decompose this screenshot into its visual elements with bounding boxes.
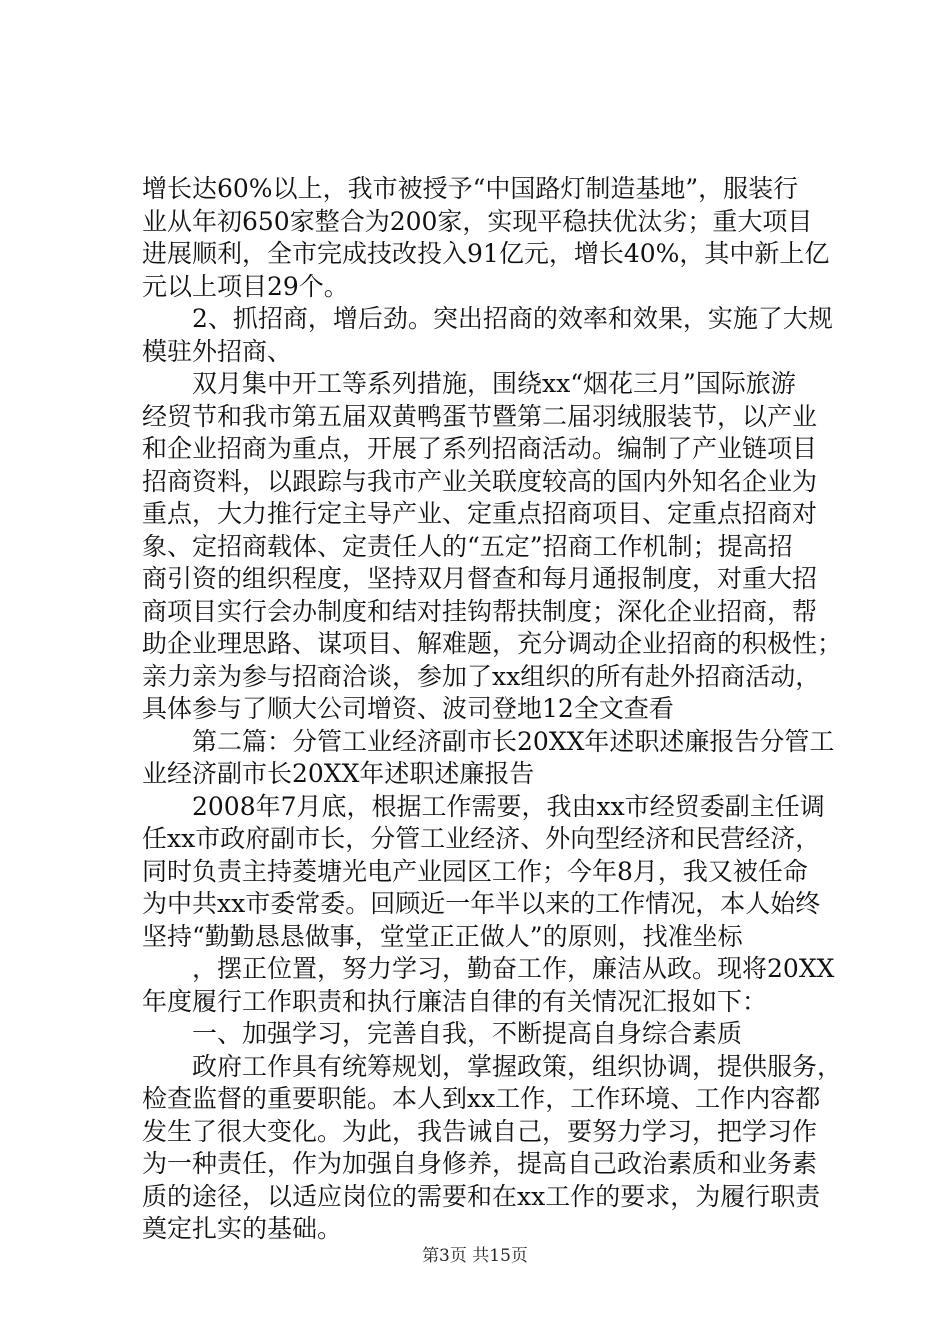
text-line: 亲力亲为参与招商洽谈，参加了xx组织的所有赴外招商活动， — [142, 661, 821, 691]
text-line: 年度履行工作职责和执行廉洁自律的有关情况汇报如下： — [142, 986, 768, 1016]
text-line: 进展顺利，全市完成技改投入91亿元，增长40%，其中新上亿 — [142, 239, 830, 268]
text-line: 为中共xx市委常委。回顾近一年半以来的工作情况，本人始终 — [142, 889, 821, 918]
text-line: 奠定扎实的基础。 — [142, 1214, 343, 1243]
text-line: 双月集中开工等系列措施，围绕xx“烟花三月”国际旅游 — [142, 369, 796, 398]
text-line: 增长达60%以上，我市被授予“中国路灯制造基地”，服装行 — [142, 174, 799, 203]
text-line: 元以上项目29个。 — [142, 271, 349, 301]
text-line: 业从年初650家整合为200家，实现平稳扶优汰劣；重大项目 — [142, 206, 813, 236]
text-line: 同时负责主持菱塘光电产业园区工作；今年8月，我又被任命 — [142, 856, 808, 886]
text-line: 检查监督的重要职能。本人到xx工作，工作环境、工作内容都 — [142, 1084, 821, 1113]
text-line: 招商资料，以跟踪与我市产业关联度较高的国内外知名企业为 — [142, 466, 818, 496]
section-heading-line: 业经济副市长20XX年述职述廉报告 — [142, 759, 535, 788]
text-line: 商项目实行会办制度和结对挂钩帮扶制度；深化企业招商，帮 — [142, 596, 818, 626]
text-line: 任xx市政府副市长，分管工业经济、外向型经济和民营经济， — [142, 824, 821, 853]
text-line: 为一种责任，作为加强自身修养，提高自己政治素质和业务素 — [142, 1149, 818, 1178]
text-line: 2、抓招商，增后劲。突出招商的效率和效果，实施了大规 — [142, 304, 833, 333]
text-line: 模驻外招商、 — [142, 336, 293, 366]
text-line: 发生了很大变化。为此，我告诫自己，要努力学习，把学习作 — [142, 1116, 818, 1146]
document-body — [142, 173, 842, 1246]
text-line: 质的途径，以适应岗位的需要和在xx工作的要求，为履行职责 — [142, 1181, 821, 1211]
text-line: ，摆正位置，努力学习，勤奋工作，廉洁从政。现将20XX — [142, 954, 835, 983]
text-line: 助企业理思路、谋项目、解难题，充分调动企业招商的积极性； — [142, 629, 843, 658]
text-line: 象、定招商载体、定责任人的“五定”招商工作机制；提高招 — [142, 531, 793, 561]
text-line: 商引资的组织程度，坚持双月督查和每月通报制度，对重大招 — [142, 564, 818, 593]
text-line: 政府工作具有统筹规划，掌握政策，组织协调，提供服务， — [142, 1051, 843, 1081]
text-line: 和企业招商为重点，开展了系列招商活动。编制了产业链项目 — [142, 434, 818, 463]
text-line: 经贸节和我市第五届双黄鸭蛋节暨第二届羽绒服装节，以产业 — [142, 401, 818, 431]
text-line: 重点，大力推行定主导产业、定重点招商项目、定重点招商对 — [142, 499, 818, 528]
page-number-footer: 第3页 共15页 — [422, 1246, 528, 1266]
text-line: 2008年7月底，根据工作需要，我由xx市经贸委副主任调 — [142, 791, 825, 821]
section-heading-line: 第二篇：分管工业经济副市长20XX年述职述廉报告分管工 — [142, 726, 835, 756]
text-line: 坚持“勤勤恳恳做事，堂堂正正做人”的原则，找准坐标 — [142, 921, 743, 951]
text-line: 具体参与了顺大公司增资、波司登地12全文查看 — [142, 694, 674, 723]
subheading-line: 一、加强学习，完善自我，不断提高自身综合素质 — [142, 1019, 743, 1048]
